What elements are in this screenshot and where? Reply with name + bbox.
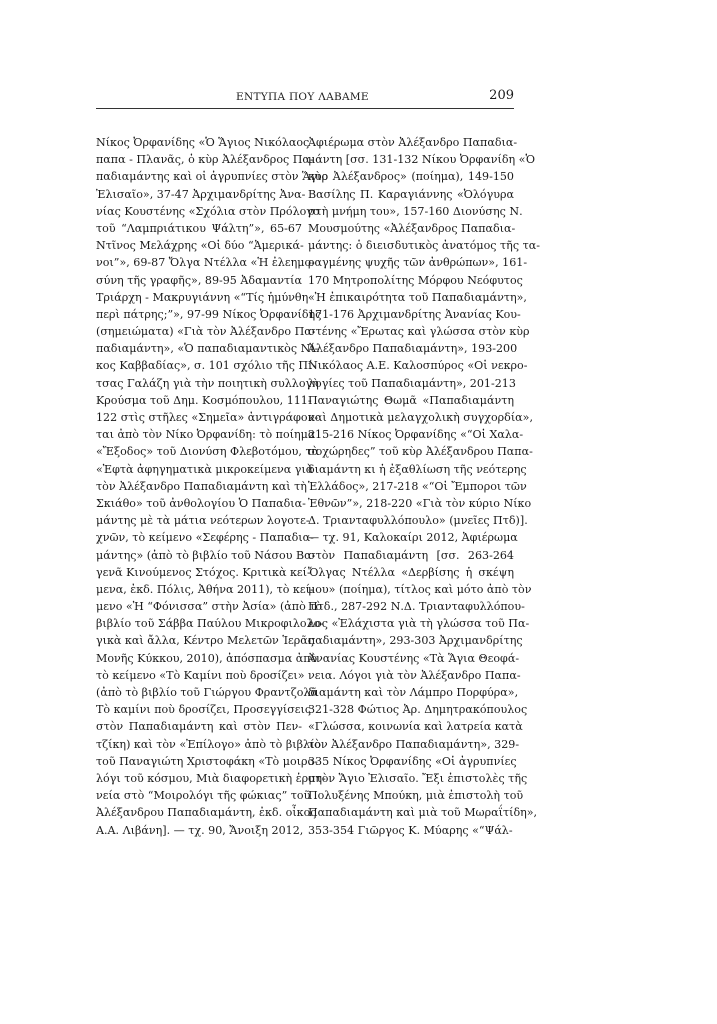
text-line: παδιαμάντη», 293-303 Ἀρχιμανδρίτης [308,634,523,648]
text-line: Ἐλισαῖο», 37-47 Ἀρχιμανδρίτης Ἀνα- [96,187,306,201]
text-line: βιβλίο τοῦ Σάββα Παύλου Μικροφιλολο- [96,617,325,631]
page-number: 209 [489,88,514,103]
text-line: — τχ. 91, Καλοκαίρι 2012, Ἀφιέρωμα [308,531,518,545]
text-line: (σημειώματα) «Γιὰ τὸν Ἀλέξανδρο Πα- [96,325,316,339]
text-line: Ἀνανίας Κουστένης «Τὰ Ἅγια Θεοφά- [308,651,520,665]
text-line: γικὰ καὶ ἄλλα, Κέντρο Μελετῶν Ἱερᾶς [96,634,314,648]
text-line: στὴ μνήμη του», 157-160 Διονύσης Ν. [308,204,523,218]
text-line: 353-354 Γιῶργος Κ. Μύαρης «“Ψάλ- [308,823,513,837]
text-line: μάντης: ὁ διεισδυτικὸς ἀνατόμος τῆς τα- [308,239,540,253]
text-line: Ἀλέξανδρου Παπαδιαμάντη, ἐκδ. οἶκος [96,806,317,820]
text-line: Μονῆς Κύκκου, 2010), ἀπόσπασμα ἀπὸ [96,651,318,665]
text-line: νίας Κουστένης «Σχόλια στὸν Πρόλογο [96,204,320,218]
text-line: στὸν Παπαδιαμάντη [σσ. 263-264 [308,548,514,562]
text-line: Πολυξένης Μπούκη, μιὰ ἐπιστολὴ τοῦ [308,789,524,803]
text-line: 170 Μητροπολίτης Μόρφου Νεόφυτος [308,273,523,287]
text-line: μενα, ἐκδ. Πόλις, Ἀθήνα 2011), τὸ κεί- [96,582,314,596]
text-line: «Γλώσσα, κοινωνία καὶ λατρεία κατὰ [308,720,523,734]
text-line: Τριάρχη - Μακρυγιάννη «“Τίς ἡμύνθη [96,290,309,304]
text-line: σοχώρηδες” τοῦ κὺρ Ἀλέξανδρου Παπα- [308,445,533,459]
text-line: μάντη [σσ. 131-132 Νίκου Ὀρφανίδη «Ὁ [308,153,535,167]
text-line: διαμάντη καὶ τὸν Λάμπρο Πορφύρα», [308,686,519,699]
text-line: λος «Ἐλάχιστα γιὰ τὴ γλώσσα τοῦ Πα- [308,617,530,631]
text-line: Ἀλέξανδρο Παπαδιαμάντη», 193-200 [308,342,518,356]
text-line: κὺρ Ἀλέξανδρος» (ποίημα), 149-150 [308,170,514,184]
text-line: Παναγιώτης Θωμᾶ «Παπαδιαμάντη [308,393,514,407]
text-line: Ντῖνος Μελάχρης «Οἱ δύο “Ἀμερικά- [96,239,304,253]
text-line: τσας Γαλάζη γιὰ τὴν ποιητικὴ συλλογὴ [96,376,319,390]
text-line: τὸν Ἀλέξανδρο Παπαδιαμάντη», 329- [308,737,520,751]
running-title: ΕΝΤΥΠΑ ΠΟΥ ΛΑΒΑΜΕ [236,91,369,103]
text-line: Νίκος Ὀρφανίδης «Ὁ Ἅγιος Νικόλαος [96,136,310,149]
text-line: Νικόλαος Α.Ε. Καλοσπύρος «Οἱ νεκρο- [308,359,528,373]
text-line: 335 Νίκος Ὀρφανίδης «Οἱ ἀγρυπνίες [308,754,517,768]
text-line: νεια. Λόγοι γιὰ τὸν Ἀλέξανδρο Παπα- [308,668,521,682]
text-line: ται ἀπὸ τὸν Νίκο Ὀρφανίδη: τὸ ποίημα [96,428,316,442]
text-line: μου» (ποίημα), τίτλος καὶ μότο ἀπὸ τὸν [308,582,532,596]
text-line: νεία στὸ “Μοιρολόγι τῆς φώκιας” τοῦ [96,789,311,803]
text-line: γενᾶ Κινούμενος Στόχος. Κριτικὰ κεί- [96,565,311,579]
text-line: Ἑλλάδος», 217-218 «“Οἱ Ἔμποροι τῶν [308,479,527,493]
text-line: τοῦ “Λαμπριάτικου Ψάλτη”», 65-67 [96,221,302,235]
text-line: στὸν Παπαδιαμάντη καὶ στὸν Πεν- [96,720,302,734]
text-line: παδιαμάντη», «Ὁ παπαδιαμαντικὸς Νί- [96,342,319,356]
text-line: Τὸ καμίνι ποὺ δροσίζει, Προσεγγίσεις [96,703,312,717]
text-line: «Ἡ ἐπικαιρότητα τοῦ Παπαδιαμάντη», [308,290,527,304]
text-line: μάντης» (ἀπὸ τὸ βιβλίο τοῦ Νάσου Βα- [96,548,316,562]
text-line: νοι”», 69-87 Ὄλγα Ντέλλα «Ἡ ἐλεημο- [96,256,315,270]
text-line: τοῦ Παναγιώτη Χριστοφάκη «Τὸ μοιρο- [96,754,318,768]
text-line: διαμάντη κι ἡ ἐξαθλίωση τῆς νεότερης [308,462,527,476]
text-line: λόγι τοῦ κόσμου, Μιὰ διαφορετικὴ ἑρμη- [96,771,326,785]
right-text-column [308,134,540,839]
left-text-column [96,134,329,839]
text-line: σύνη τῆς γραφῆς», 89-95 Ἀδαμαντία [96,273,302,287]
text-line: Δ. Τριανταφυλλόπουλο» (μνεῖες Πτδ)]. [308,514,528,528]
text-line: ραγμένης ψυχῆς τῶν ἀνθρώπων», 161- [308,256,528,270]
text-line: παδιαμάντης καὶ οἱ ἀγρυπνίες στὸν Ἅγιο [96,170,329,184]
text-line: τζίκη) καὶ τὸν «Ἐπίλογο» ἀπὸ τὸ βιβλίο [96,737,322,751]
text-line: 171-176 Ἀρχιμανδρίτης Ἀνανίας Κου- [308,307,521,321]
text-line: Κρούσμα τοῦ Δημ. Κοσμόπουλου, 111- [96,393,312,407]
text-line: Βασίλης Π. Καραγιάννης «Ὀλόγυρα [308,187,514,201]
text-line: περὶ πάτρης;”», 97-99 Νίκος Ὀρφανίδης [96,307,322,321]
text-line: Α.Α. Λιβάνη]. — τχ. 90, Ἄνοιξη 2012, [96,823,304,837]
text-line: μενο «Ἡ “Φόνισσα” στὴν Ἀσία» (ἀπὸ τὸ [96,600,323,614]
text-line: 122 στὶς στῆλες «Σημεῖα» ἀντιγράφον- [96,411,319,424]
text-line: 321-328 Φώτιος Ἀρ. Δημητρακόπουλος [308,703,528,717]
text-line: (ἀπὸ τὸ βιβλίο τοῦ Γιώργου Φραντζολᾶ [96,686,318,699]
page-header [96,86,514,109]
text-line: Ἀφιέρωμα στὸν Ἀλέξανδρο Παπαδια- [308,136,518,149]
text-line: μάντης μὲ τὰ μάτια νεότερων λογοτε- [96,514,310,528]
text-line: παπα - Πλανᾶς, ὁ κὺρ Ἀλέξανδρος Πα- [96,153,314,167]
text-line: Σκιάθο» τοῦ ἀνθολογίου Ὁ Παπαδια- [96,496,306,510]
text-line: Πτδ., 287-292 Ν.Δ. Τριανταφυλλόπου- [308,600,525,614]
text-line: Ὄλγας Ντέλλα «Δερβίσης ἡ σκέψη [308,565,514,579]
text-line: κος Καββαδίας», σ. 101 σχόλιο τῆς Πί- [96,359,317,373]
text-line: τὸν Ἀλέξανδρο Παπαδιαμάντη καὶ τὴ [96,479,307,493]
text-line: «Ἔξοδος» τοῦ Διονύση Φλεβοτόμου, τὰ [96,445,320,459]
text-line: στένης «Ἔρωτας καὶ γλώσσα στὸν κὺρ [308,325,530,339]
text-line: στὸν Ἅγιο Ἐλισαῖο. Ἔξι ἐπιστολὲς τῆς [308,771,528,785]
text-line: «Ἑφτὰ ἀφηγηματικὰ μικροκείμενα γιὰ [96,462,314,476]
text-line: Ἐθνῶν”», 218-220 «Γιὰ τὸν κύριο Νίκο [308,496,532,510]
text-line: 215-216 Νίκος Ὀρφανίδης «“Οἱ Χαλα- [308,428,524,442]
text-line: καὶ Δημοτικὰ μελαγχολικὴ συγχορδία», [308,411,533,424]
text-line: λογίες τοῦ Παπαδιαμάντη», 201-213 [308,376,516,390]
text-line: χνῶν, τὸ κείμενο «Σεφέρης - Παπαδια- [96,531,314,545]
text-line: Μουσμούτης «Ἀλέξανδρος Παπαδια- [308,221,516,235]
text-line: Παπαδιαμάντη καὶ μιὰ τοῦ Μωραΐτίδη», [308,806,538,820]
text-line: τὸ κείμενο «Τὸ Καμίνι ποὺ δροσίζει» [96,668,305,682]
